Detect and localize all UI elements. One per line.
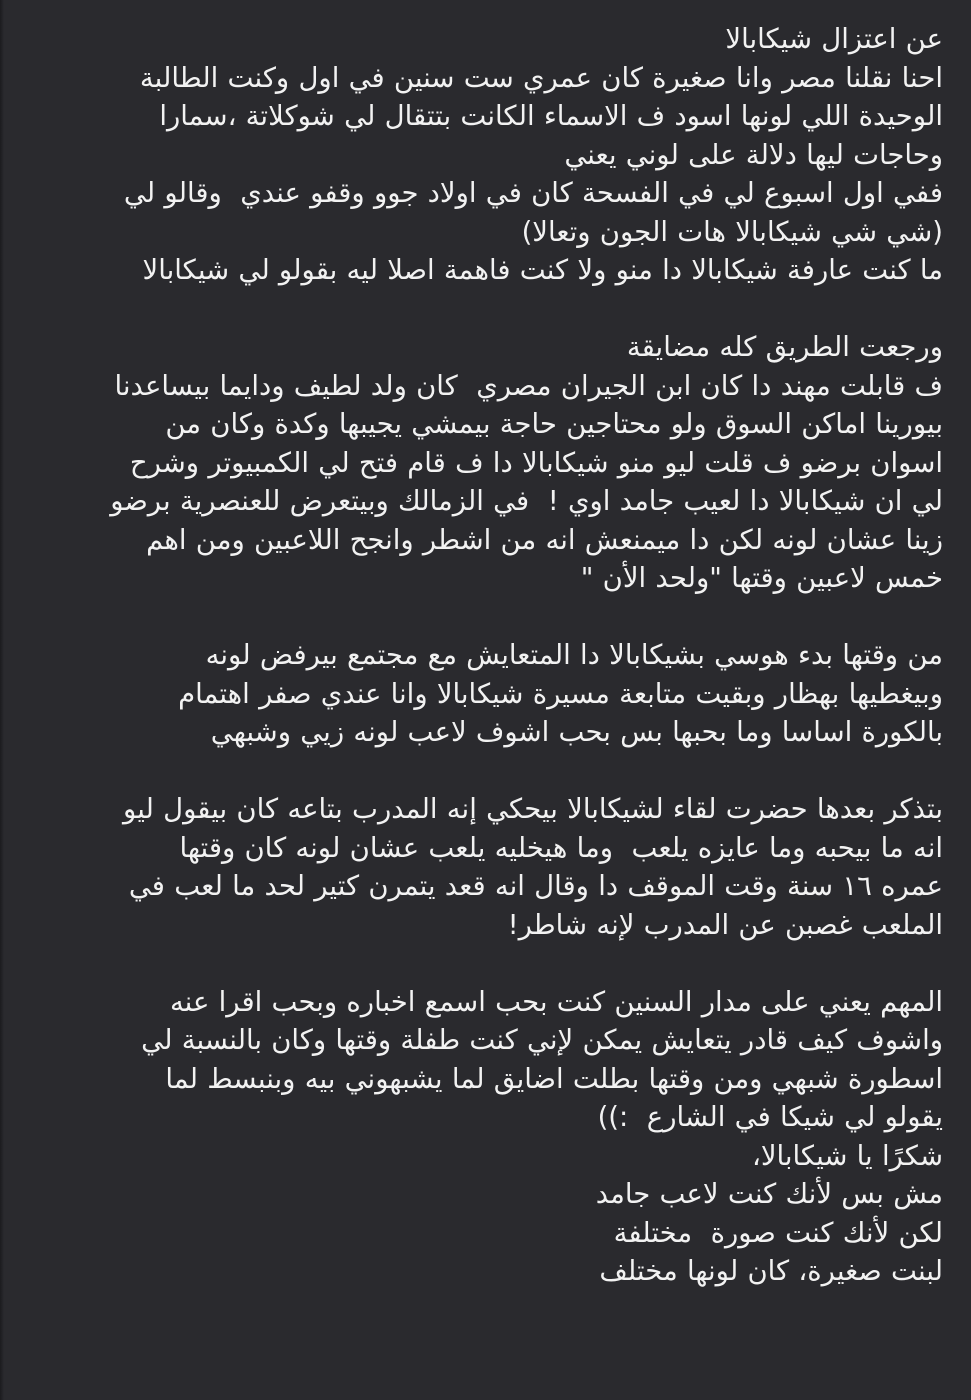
text-line: واشوف كيف قادر يتعايش يمكن لإني كنت طفلة وقتها وكان بالنسبة لي (141, 1024, 943, 1056)
text-line: لبنت صغيرة، كان لونها مختلف (599, 1255, 943, 1287)
paragraph-intro (28, 20, 943, 290)
paragraph-years (28, 983, 943, 1137)
text-line: وحاجات ليها دلالة على لوني يعني (564, 138, 943, 171)
text-line: (شي شي شيكابالا هات الجون وتعالا) (521, 215, 943, 248)
text-line: يقولو لي شيكا في الشارع :)) (597, 1101, 943, 1133)
text-line: بيورينا اماكن السوق ولو محتاجين حاجة بيمشي يجيبها وكدة وكان من (165, 408, 943, 440)
paragraph-interview (28, 790, 943, 944)
text-line: عمره ١٦ سنة وقت الموقف دا وقال انه قعد يتمرن كتير لحد ما لعب في (128, 870, 943, 902)
text-line: مش بس لأنك كنت لاعب جامد (595, 1178, 943, 1210)
text-line: زينا عشان لونه لكن دا ميمنعش انه من اشطر وانجح اللاعبين ومن اهم (146, 523, 943, 556)
paragraph-obsession (28, 636, 943, 752)
text-line: احنا نقلنا مصر وانا صغيرة كان عمري ست سنين في اول وكنت الطالبة (139, 61, 943, 94)
post-text-body (28, 20, 943, 1291)
text-line: من وقتها بدء هوسي بشيكابالا دا المتعايش مع مجتمع بيرفض لونه (205, 639, 943, 671)
text-line: ف قابلت مهند دا كان ابن الجيران مصري كان ولد لطيف ودايما بيساعدنا (114, 369, 943, 402)
text-line: شكرًا يا شيكابالا، (751, 1139, 943, 1172)
paragraph-mohanad (28, 328, 943, 598)
text-line: انه ما بيحبه وما عايزه يلعب وما هيخليه يلعب عشان لونه كان وقتها (179, 831, 943, 864)
text-line: الملعب غصبن عن المدرب لإنه شاطر! (507, 908, 943, 941)
text-line: اسطورة شبهي ومن وقتها بطلت اضايق لما يشبهوني بيه وبنبسط لما (165, 1062, 943, 1095)
text-line: المهم يعني على مدار السنين كنت بحب اسمع اخباره وبحب اقرا عنه (169, 985, 943, 1018)
text-line: ففي اول اسبوع لي في الفسحة كان في اولاد جوو وقفو عندي وقالو لي (123, 177, 943, 209)
text-line: بتذكر بعدها حضرت لقاء لشيكابالا بيحكي إنه المدرب بتاعه كان بيقول ليو (123, 793, 943, 825)
text-line: لكن لأنك كنت صورة مختلفة (613, 1216, 943, 1249)
left-edge-shadow (0, 0, 4, 1400)
text-line: وبيغطيها بهظار وبقيت متابعة مسيرة شيكابالا وانا عندي صفر اهتمام (178, 677, 943, 710)
text-line: ما كنت عارفة شيكابالا دا منو ولا كنت فاهمة اصلا ليه بقولو لي شيكابالا (142, 254, 943, 286)
text-line: ورجعت الطريق كله مضايقة (626, 331, 943, 363)
text-line: بالكورة اساسا وما بحبها بس بحب اشوف لاعب لونه زيي وشبهي (210, 716, 943, 748)
text-line: لي ان شيكابالا دا لعيب جامد اوي ! في الزمالك وبيتعرض للعنصرية برضو (110, 485, 943, 517)
text-line: خمس لاعبين وقتها "ولحد الأن " (580, 562, 943, 594)
text-line: اسوان برضو ف قلت ليو منو شيكابالا دا ف قام فتح لي الكمبيوتر وشرح (129, 446, 943, 479)
paragraph-signoff (28, 1137, 943, 1291)
text-line: عن اعتزال شيكابالا (725, 23, 943, 55)
text-line: الوحيدة اللي لونها اسود ف الاسماء الكانت بتتقال لي شوكلاتة ،سمارا (159, 100, 943, 132)
